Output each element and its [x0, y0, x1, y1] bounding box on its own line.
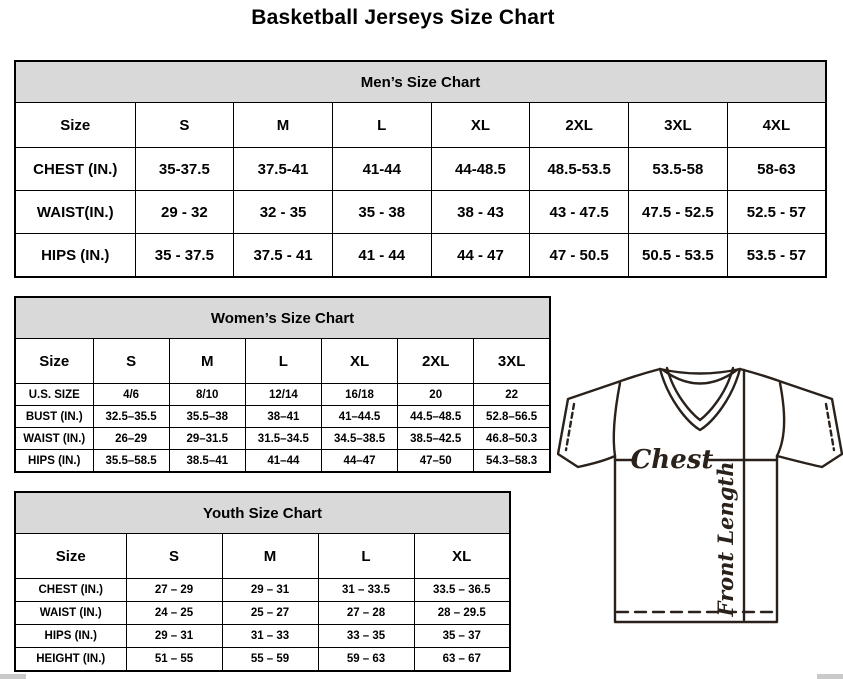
size-value-cell: 25 – 27 [222, 602, 318, 625]
size-value-cell: 35 – 37 [414, 625, 510, 648]
size-value-cell: 29 – 31 [222, 579, 318, 602]
jersey-left-cuff-dashed-line [566, 404, 574, 450]
column-header: 3XL [474, 339, 550, 384]
chest-label: Chest [630, 445, 714, 475]
size-value-cell: 38 - 43 [431, 191, 530, 234]
column-header: M [234, 103, 333, 148]
size-value-cell: 31 – 33 [222, 625, 318, 648]
youth-size-table [14, 491, 511, 672]
jersey-collar-back-top [660, 369, 740, 374]
size-value-cell: 35 - 37.5 [135, 234, 234, 278]
h-scrollbar-right-button[interactable] [817, 674, 843, 679]
size-value-cell: 29 - 32 [135, 191, 234, 234]
size-value-cell: 54.3–58.3 [474, 450, 550, 473]
jersey-right-cuff-dashed-line [826, 404, 834, 450]
size-value-cell: 52.8–56.5 [474, 406, 550, 428]
size-value-cell: 55 – 59 [222, 648, 318, 672]
row-label: CHEST (IN.) [15, 579, 126, 602]
size-value-cell: 35.5–38 [169, 406, 245, 428]
size-value-cell: 24 – 25 [126, 602, 222, 625]
size-value-cell: 37.5 - 41 [234, 234, 333, 278]
size-value-cell: 63 – 67 [414, 648, 510, 672]
mens-size-table [14, 60, 827, 278]
row-label: HIPS (IN.) [15, 625, 126, 648]
table-row [15, 428, 550, 450]
size-value-cell: 38.5–41 [169, 450, 245, 473]
table-row [15, 234, 826, 278]
size-value-cell: 46.8–50.3 [474, 428, 550, 450]
size-value-cell: 31.5–34.5 [245, 428, 321, 450]
size-value-cell: 12/14 [245, 384, 321, 406]
column-header: 4XL [727, 103, 826, 148]
table-row [15, 625, 510, 648]
jersey-vneck-inner [667, 368, 733, 420]
row-label: BUST (IN.) [15, 406, 93, 428]
size-value-cell: 35-37.5 [135, 148, 234, 191]
size-value-cell: 41–44.5 [321, 406, 397, 428]
column-header: S [93, 339, 169, 384]
row-label: CHEST (IN.) [15, 148, 135, 191]
table-row [15, 579, 510, 602]
table-row [15, 406, 550, 428]
column-header: L [245, 339, 321, 384]
column-header: 2XL [398, 339, 474, 384]
table-row [15, 450, 550, 473]
row-label: WAIST (IN.) [15, 602, 126, 625]
jersey-body [615, 456, 777, 622]
size-value-cell: 38.5–42.5 [398, 428, 474, 450]
jersey-right-sleeve [740, 369, 842, 467]
size-value-cell: 50.5 - 53.5 [629, 234, 728, 278]
column-header: 2XL [530, 103, 629, 148]
size-value-cell: 47–50 [398, 450, 474, 473]
h-scrollbar-left-button[interactable] [0, 674, 26, 679]
size-value-cell: 35.5–58.5 [93, 450, 169, 473]
size-value-cell: 43 - 47.5 [530, 191, 629, 234]
size-value-cell: 33.5 – 36.5 [414, 579, 510, 602]
size-value-cell: 38–41 [245, 406, 321, 428]
womens-table-title: Women’s Size Chart [15, 297, 550, 339]
column-header: XL [431, 103, 530, 148]
size-value-cell: 41–44 [245, 450, 321, 473]
size-value-cell: 20 [398, 384, 474, 406]
page-title: Basketball Jerseys Size Chart [251, 6, 555, 29]
size-value-cell: 44.5–48.5 [398, 406, 474, 428]
jersey-left-seam [614, 383, 620, 456]
column-header: XL [414, 534, 510, 579]
size-value-cell: 53.5-58 [629, 148, 728, 191]
table-row [15, 384, 550, 406]
size-value-cell: 8/10 [169, 384, 245, 406]
size-value-cell: 53.5 - 57 [727, 234, 826, 278]
size-value-cell: 32.5–35.5 [93, 406, 169, 428]
row-label: WAIST (IN.) [15, 428, 93, 450]
size-value-cell: 44-48.5 [431, 148, 530, 191]
jersey-measurement-diagram [557, 363, 843, 668]
size-value-cell: 29 – 31 [126, 625, 222, 648]
size-value-cell: 58-63 [727, 148, 826, 191]
youth-table-title: Youth Size Chart [15, 492, 510, 534]
size-value-cell: 41-44 [332, 148, 431, 191]
size-value-cell: 28 – 29.5 [414, 602, 510, 625]
size-value-cell: 35 - 38 [332, 191, 431, 234]
row-label: HIPS (IN.) [15, 234, 135, 278]
table-row [15, 648, 510, 672]
jersey-right-seam [777, 383, 784, 456]
column-header: L [318, 534, 414, 579]
column-header: 3XL [629, 103, 728, 148]
column-header: M [222, 534, 318, 579]
size-value-cell: 51 – 55 [126, 648, 222, 672]
size-value-cell: 48.5-53.5 [530, 148, 629, 191]
womens-size-table [14, 296, 551, 473]
size-value-cell: 34.5–38.5 [321, 428, 397, 450]
column-header: Size [15, 534, 126, 579]
size-value-cell: 16/18 [321, 384, 397, 406]
size-value-cell: 27 – 28 [318, 602, 414, 625]
row-label: WAIST(IN.) [15, 191, 135, 234]
size-value-cell: 31 – 33.5 [318, 579, 414, 602]
size-value-cell: 4/6 [93, 384, 169, 406]
size-value-cell: 32 - 35 [234, 191, 333, 234]
size-value-cell: 37.5-41 [234, 148, 333, 191]
column-header: L [332, 103, 431, 148]
column-header: M [169, 339, 245, 384]
row-label: HEIGHT (IN.) [15, 648, 126, 672]
front-length-label: Front Length [713, 461, 738, 617]
size-value-cell: 22 [474, 384, 550, 406]
size-value-cell: 41 - 44 [332, 234, 431, 278]
table-row [15, 602, 510, 625]
table-row [15, 191, 826, 234]
mens-table-title: Men’s Size Chart [15, 61, 826, 103]
size-value-cell: 47 - 50.5 [530, 234, 629, 278]
size-value-cell: 44–47 [321, 450, 397, 473]
column-header: S [126, 534, 222, 579]
size-value-cell: 33 – 35 [318, 625, 414, 648]
column-header: XL [321, 339, 397, 384]
row-label: HIPS (IN.) [15, 450, 93, 473]
table-row [15, 148, 826, 191]
size-value-cell: 47.5 - 52.5 [629, 191, 728, 234]
column-header: S [135, 103, 234, 148]
column-header: Size [15, 339, 93, 384]
size-value-cell: 52.5 - 57 [727, 191, 826, 234]
row-label: U.S. SIZE [15, 384, 93, 406]
size-value-cell: 59 – 63 [318, 648, 414, 672]
size-value-cell: 44 - 47 [431, 234, 530, 278]
size-value-cell: 29–31.5 [169, 428, 245, 450]
size-value-cell: 27 – 29 [126, 579, 222, 602]
size-value-cell: 26–29 [93, 428, 169, 450]
column-header: Size [15, 103, 135, 148]
